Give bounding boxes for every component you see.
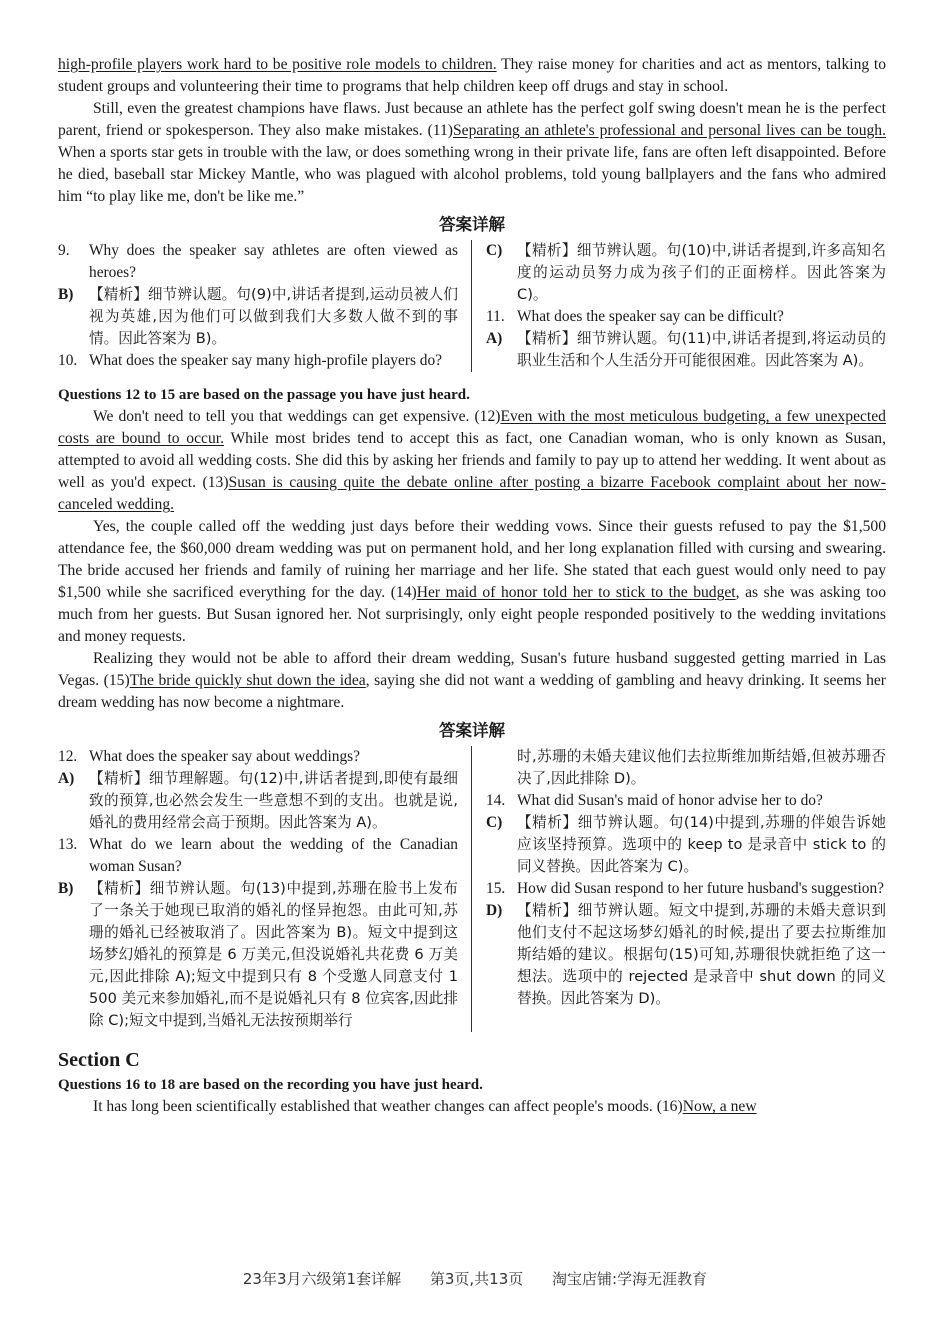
answers-block-1 <box>58 240 886 372</box>
answers-column-right <box>471 240 886 372</box>
item-label: B) <box>58 286 74 303</box>
text-span: Realizing they would not be able to afford their dream wedding, Susan's future husband suggested getting married in Las Vegas. (15) <box>58 650 886 689</box>
item-text: 【精析】细节辨认题。句(13)中提到,苏珊在脸书上发布了一条关于她现已取消的婚礼的怪异抱怨。由此可知,苏珊的婚礼已经被取消了。因此答案为 B)。短文中提到这场梦幻婚礼的预算是 6 万美元,但没说婚礼共花费 6 万美元,因此排除 A);短文中提到只有 8 个受邀人同意支付 1 500 美元来参加婚礼,而不是说婚礼只有 8 位宾客,因此排除 C);短文中提到,当婚礼无法按预期举行 <box>89 880 458 1029</box>
passage1-paragraph-1 <box>58 54 886 98</box>
answer-explanation <box>58 878 458 1032</box>
item-label <box>486 746 517 790</box>
item-text: 时,苏珊的未婚夫建议他们去拉斯维加斯结婚,但被苏珊否决了,因此排除 D)。 <box>517 748 886 787</box>
text-span: Still, even the greatest champions have flaws. Just because an athlete has the perfect golf swing doesn't mean he is the perfect parent, friend or spokesperson. They also make mistakes. (11) <box>58 100 886 139</box>
answers-heading-1: 答案详解 <box>439 215 505 234</box>
answers-block-2 <box>58 746 886 1032</box>
item-text: 【精析】细节辨认题。句(10)中,讲话者提到,许多高知名度的运动员努力成为孩子们的正面榜样。因此答案为 C)。 <box>517 242 886 303</box>
item-text: What does the speaker say about weddings? <box>89 748 360 765</box>
underlined-sentence-11: Separating an athlete's professional and personal lives can be tough. <box>452 122 886 139</box>
text-span: , as she was asking too much from her guests. But Susan ignored her. Not surprisingly, only eight people responded positively to the wedding invitations and money requests. <box>58 584 887 645</box>
item-text: How did Susan respond to her future husband's suggestion? <box>517 880 884 897</box>
answers-column-left <box>58 746 458 1032</box>
page-content <box>58 54 886 1118</box>
passage2-paragraph-2 <box>58 516 886 648</box>
item-text: What does the speaker say many high-profile players do? <box>89 352 443 369</box>
item-text: What do we learn about the wedding of the Canadian woman Susan? <box>89 836 458 875</box>
text-span: While most brides tend to accept this as fact, one Canadian woman, who is only known as Susan, attempted to avoid all wedding costs. She did this by asking her friends and family to pay up to attend her wedding. It went about as well as you'd expect. (13) <box>58 430 886 491</box>
underlined-sentence-12: Even with the most meticulous budgeting, a few unexpected costs are bound to occur. <box>58 408 886 447</box>
text-span: When a sports star gets in trouble with the law, or does something wrong in their private life, fans are often left disappointed. Before he died, baseball star Mickey Mantle, who was plagued with alcohol problems, told young ballplayers and the fans who admired him “to play like me, don't be like me.” <box>58 144 886 205</box>
answer-explanation <box>58 768 458 834</box>
answers-column-right <box>471 746 886 1032</box>
item-label: C) <box>486 242 503 259</box>
item-label: 11. <box>486 308 505 325</box>
answers-column-left <box>58 240 458 372</box>
answer-explanation <box>486 328 886 372</box>
item-label: 14. <box>486 792 506 809</box>
underlined-sentence-16: Now, a new <box>682 1098 757 1115</box>
question-item <box>486 878 886 900</box>
item-text: 【精析】细节辨认题。句(14)中提到,苏珊的伴娘告诉她应该坚持预算。选项中的 keep to 是录音中 stick to 的同义替换。因此答案为 C)。 <box>517 814 886 875</box>
question-item <box>58 834 458 878</box>
item-label: 12. <box>58 748 78 765</box>
footer-page-number: 第3页,共13页 <box>429 1270 524 1288</box>
questions-16-18-header: Questions 16 to 18 are based on the recording you have just heard. <box>58 1077 483 1093</box>
item-label: C) <box>486 814 503 831</box>
item-text: What did Susan's maid of honor advise her to do? <box>517 792 823 809</box>
underlined-sentence-10: high-profile players work hard to be positive role models to children. <box>58 56 497 73</box>
passage1-paragraph-2 <box>58 98 886 208</box>
footer-document-title: 23年3月六级第1套详解 <box>242 1270 402 1288</box>
underlined-sentence-14: Her maid of honor told her to stick to the budget <box>416 584 736 601</box>
item-text: 【精析】细节辨认题。句(11)中,讲话者提到,将运动员的职业生活和个人生活分开可能很困难。因此答案为 A)。 <box>517 330 886 369</box>
question-item <box>486 306 886 328</box>
item-text: 【精析】细节辨认题。句(9)中,讲话者提到,运动员被人们视为英雄,因为他们可以做到我们大多数人做不到的事情。因此答案为 B)。 <box>89 286 458 347</box>
item-label: D) <box>486 902 503 919</box>
item-label: A) <box>486 330 503 347</box>
section-c-paragraph-1 <box>58 1096 886 1118</box>
answer-explanation <box>486 812 886 878</box>
answers-heading-2: 答案详解 <box>439 721 505 740</box>
item-text: What does the speaker say can be difficult? <box>517 308 784 325</box>
answer-explanation <box>486 240 886 306</box>
item-label: B) <box>58 880 74 897</box>
question-item <box>58 350 458 372</box>
questions-12-15-header: Questions 12 to 15 are based on the passage you have just heard. <box>58 387 470 403</box>
underlined-sentence-15: The bride quickly shut down the idea <box>129 672 366 689</box>
item-text: Why does the speaker say athletes are often viewed as heroes? <box>89 242 458 281</box>
underlined-sentence-13: Susan is causing quite the debate online after posting a bizarre Facebook complaint about her now-canceled wedding. <box>58 474 887 513</box>
item-label: 9. <box>58 242 70 259</box>
text-span: We don't need to tell you that weddings can get expensive. (12) <box>93 408 501 425</box>
item-label: 10. <box>58 352 78 369</box>
answer-explanation <box>58 284 458 350</box>
passage2-paragraph-1 <box>58 406 886 516</box>
footer-shop-name: 淘宝店铺:学海无涯教育 <box>552 1270 708 1288</box>
page-footer <box>0 1268 950 1289</box>
item-text: 【精析】细节辨认题。短文中提到,苏珊的未婚夫意识到他们支付不起这场梦幻婚礼的时候,提出了要去拉斯维加斯结婚的建议。根据句(15)可知,苏珊很快就拒绝了这一想法。选项中的 rejected 是录音中 shut down 的同义替换。因此答案为 D)。 <box>517 902 886 1007</box>
item-label: 13. <box>58 836 78 853</box>
answer-explanation <box>486 900 886 1010</box>
section-c-title: Section C <box>58 1049 140 1071</box>
answer-explanation <box>486 746 886 790</box>
passage2-paragraph-3 <box>58 648 886 714</box>
text-span: Yes, the couple called off the wedding just days before their wedding vows. Since their guests refused to pay the $1,500 attendance fee, the $60,000 dream wedding was put on permanent hold, and her long explanation filled with cursing and swearing. The bride accused her friends and family of ruining her marriage and her life. She stated that each guest would only need to pay $1,500 while she sacrificed everything for the day. (14) <box>58 518 886 601</box>
item-text: 【精析】细节理解题。句(12)中,讲话者提到,即使有最细致的预算,也必然会发生一些意想不到的支出。也就是说,婚礼的费用经常会高于预期。因此答案为 A)。 <box>89 770 458 831</box>
item-label: 15. <box>486 880 506 897</box>
text-span: They raise money for charities and act as mentors, talking to student groups and volunteering their time to programs that help children keep off drugs and stay in school. <box>58 56 886 95</box>
question-item <box>58 746 458 768</box>
question-item <box>58 240 458 284</box>
text-span: , saying she did not want a wedding of gambling and heavy drinking. It seems her dream wedding has now become a nightmare. <box>58 672 886 711</box>
item-label: A) <box>58 770 75 787</box>
question-item <box>486 790 886 812</box>
text-span: It has long been scientifically established that weather changes can affect people's moods. (16) <box>93 1098 683 1115</box>
